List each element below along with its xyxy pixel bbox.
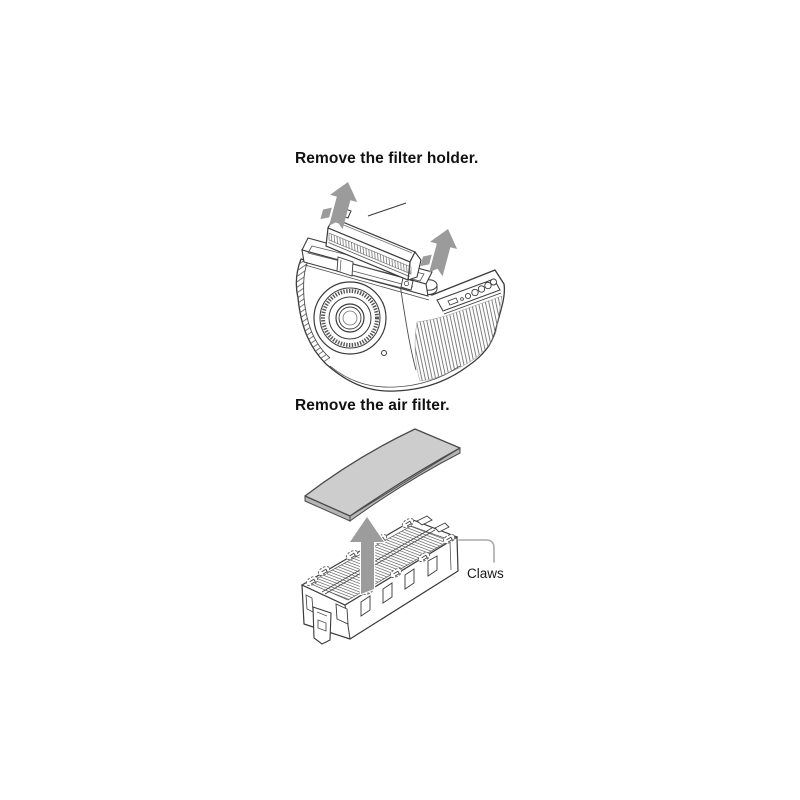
step1-heading: Remove the filter holder. — [295, 150, 479, 167]
claws-leader-line — [459, 540, 494, 562]
air-filter — [305, 429, 460, 521]
tray-tab — [313, 607, 331, 644]
air-filter-removal-figure — [290, 415, 525, 665]
up-arrow-icon — [319, 178, 361, 231]
step2-heading: Remove the air filter. — [295, 397, 450, 414]
claws-label: Claws — [467, 566, 504, 581]
filter-holder-removal-figure — [290, 170, 515, 400]
seam-line — [368, 203, 406, 216]
